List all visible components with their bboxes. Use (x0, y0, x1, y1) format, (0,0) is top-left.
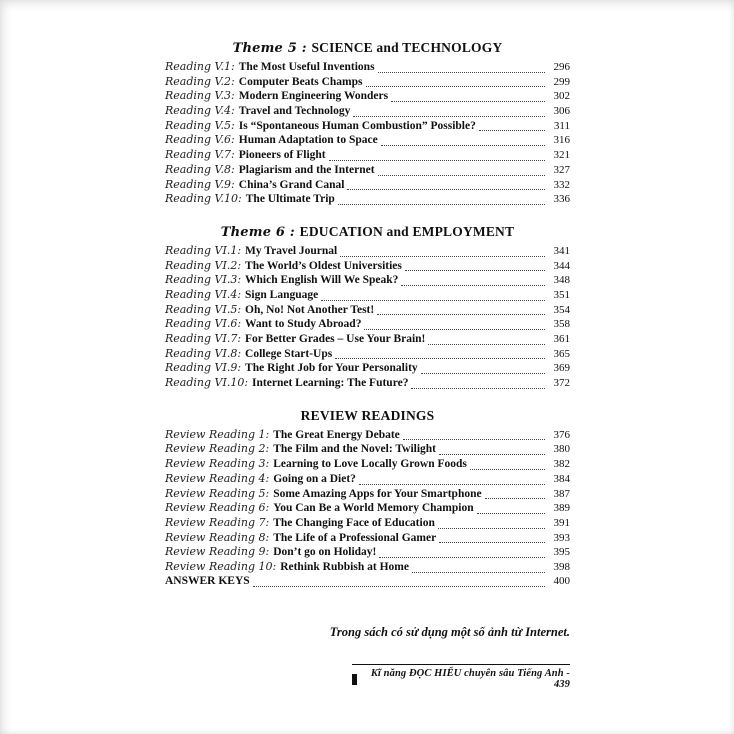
dot-leader (347, 189, 545, 190)
entry-title: Plagiarism and the Internet (238, 163, 375, 176)
entry-label: Reading V.7: (165, 148, 235, 162)
note-text: Trong sách có sử dụng một số ảnh từ Internet. (329, 625, 570, 640)
entry-label: Review Reading 3: (165, 457, 270, 471)
toc-entry (165, 148, 570, 163)
entry-page-number: 327 (553, 163, 570, 176)
entry-title: For Better Grades – Use Your Brain! (245, 333, 426, 345)
toc-entry (165, 163, 570, 178)
toc-entry (165, 575, 570, 590)
entry-page-number: 316 (553, 134, 570, 147)
entry-label: Review Reading 6: (165, 501, 270, 515)
table-of-contents (165, 40, 570, 589)
dot-leader (428, 344, 545, 345)
toc-entry (165, 442, 570, 457)
entry-label: Review Reading 7: (165, 515, 270, 529)
section-heading (165, 40, 570, 56)
section-heading (165, 224, 570, 240)
toc-entry (165, 516, 570, 531)
entry-page-number: 348 (553, 274, 570, 287)
section-heading-title: EDUCATION and EMPLOYMENT (299, 223, 515, 239)
entry-page-number: 351 (553, 288, 570, 301)
entry-page-number: 358 (553, 318, 570, 331)
toc-entry (165, 376, 570, 391)
entry-label: Reading VI.1: (165, 243, 242, 257)
entry-page-number: 341 (553, 244, 570, 257)
entry-title: Internet Learning: The Future? (252, 377, 409, 390)
toc-entry (165, 332, 570, 347)
entry-title: Travel and Technology (238, 105, 351, 118)
dot-leader (485, 498, 545, 499)
entry-title: The Ultimate Trip (245, 193, 335, 206)
dot-leader (340, 256, 545, 257)
dot-leader (421, 373, 545, 374)
dot-leader (477, 513, 545, 514)
dot-leader (439, 542, 545, 543)
entry-label: Review Reading 5: (165, 486, 270, 500)
toc-entry (165, 303, 570, 318)
entry-title: Rethink Rubbish at Home (280, 560, 409, 573)
toc-entry (165, 457, 570, 472)
entry-title: Modern Engineering Wonders (238, 90, 389, 103)
toc-entry (165, 288, 570, 303)
toc-entry (165, 244, 570, 259)
entry-page-number: 296 (553, 61, 570, 73)
entry-page-number: 344 (553, 259, 570, 272)
dot-leader (378, 72, 545, 73)
entry-page-number: 391 (553, 516, 570, 529)
dot-leader (335, 358, 545, 359)
entry-label: Reading VI.8: (165, 346, 242, 360)
dot-leader (470, 469, 545, 470)
entry-page-number: 380 (553, 443, 570, 456)
entry-page-number: 376 (553, 428, 570, 441)
entry-page-number: 365 (553, 347, 570, 360)
entry-label: Reading V.10: (165, 192, 242, 206)
section-heading-script: Theme 6 : (220, 224, 300, 240)
entry-label: Reading VI.4: (165, 287, 242, 301)
dot-leader (338, 204, 545, 205)
entry-page-number: 400 (553, 574, 570, 587)
dot-leader (403, 439, 545, 440)
entry-page-number: 321 (553, 149, 570, 162)
entry-label: Review Reading 10: (165, 559, 277, 573)
dot-leader (412, 572, 545, 573)
toc-entry (165, 545, 570, 560)
entry-label: Reading VI.9: (165, 361, 242, 375)
entry-title: Learning to Love Locally Grown Foods (273, 458, 467, 471)
dot-leader (378, 175, 545, 176)
entry-label: Review Reading 9: (165, 545, 270, 559)
toc-entry (165, 428, 570, 443)
entry-title: The Right Job for Your Personality (245, 362, 418, 375)
dot-leader (438, 528, 545, 529)
dot-leader (391, 101, 545, 102)
entry-label: Reading V.2: (165, 74, 235, 88)
toc-entry (165, 259, 570, 274)
entry-title: The Great Energy Debate (273, 428, 400, 441)
entry-page-number: 336 (553, 193, 570, 206)
entry-label: Reading V.8: (165, 162, 235, 176)
toc-entry (165, 361, 570, 376)
toc-entry (165, 133, 570, 148)
entry-title: The Changing Face of Education (273, 516, 435, 529)
entry-title: The World’s Oldest Universities (245, 259, 402, 272)
entry-title: Want to Study Abroad? (245, 318, 362, 331)
entry-label: Reading V.4: (165, 104, 235, 118)
toc-entry (165, 472, 570, 487)
entry-label: Reading VI.10: (165, 376, 249, 390)
entry-title: Is “Spontaneous Human Combustion” Possible? (238, 119, 476, 132)
dot-leader (411, 388, 545, 389)
toc-entry (165, 192, 570, 207)
entry-label: Reading V.9: (165, 177, 235, 191)
toc-entry (165, 60, 570, 75)
entry-page-number: 306 (553, 105, 570, 118)
toc-entry (165, 317, 570, 332)
section-heading-title: REVIEW READINGS (300, 407, 435, 423)
dot-leader (401, 285, 545, 286)
footer-text: Kĩ năng ĐỌC HIỂU chuyên sâu Tiếng Anh - 439 (370, 668, 570, 691)
toc-entry (165, 501, 570, 516)
entry-title: The Life of a Professional Gamer (273, 531, 437, 544)
entry-page-number: 311 (553, 119, 570, 132)
entry-page-number: 384 (553, 472, 570, 485)
entry-page-number: 389 (553, 502, 570, 515)
entry-label: Reading VI.7: (165, 332, 242, 345)
dot-leader (353, 116, 545, 117)
entry-label: Review Reading 1: (165, 427, 270, 441)
entry-label: Reading VI.5: (165, 302, 242, 316)
entry-page-number: 387 (553, 487, 570, 500)
section-heading-title: SCIENCE and TECHNOLOGY (311, 40, 503, 55)
dot-leader (379, 557, 545, 558)
dot-leader (377, 314, 545, 315)
toc-entry (165, 347, 570, 362)
entry-label: Reading VI.2: (165, 258, 242, 272)
dot-leader (405, 270, 545, 271)
entry-title: China’s Grand Canal (238, 178, 345, 191)
entry-title: College Start-Ups (245, 347, 333, 360)
entry-title: The Most Useful Inventions (238, 61, 375, 73)
entry-title: The Film and the Novel: Twilight (273, 443, 437, 456)
entry-title: Human Adaptation to Space (238, 134, 378, 147)
entry-label: Review Reading 2: (165, 442, 270, 456)
entry-label: Reading V.1: (165, 60, 235, 73)
toc-entry (165, 75, 570, 90)
entry-page-number: 369 (553, 362, 570, 375)
entry-title: ANSWER KEYS (165, 574, 250, 587)
dot-leader (366, 86, 545, 87)
entry-title: Pioneers of Flight (238, 149, 326, 162)
entry-page-number: 354 (553, 303, 570, 316)
toc-entry (165, 178, 570, 193)
entry-title: Which English Will We Speak? (245, 274, 399, 287)
entry-page-number: 382 (553, 458, 570, 471)
entry-title: Oh, No! Not Another Test! (245, 303, 375, 316)
entry-title: My Travel Journal (245, 244, 338, 257)
entry-label: Reading VI.6: (165, 317, 242, 331)
dot-leader (321, 300, 545, 301)
entry-page-number: 302 (553, 90, 570, 103)
dot-leader (364, 329, 545, 330)
toc-entry (165, 119, 570, 134)
dot-leader (381, 145, 545, 146)
toc-entry (165, 273, 570, 288)
entry-page-number: 332 (553, 178, 570, 191)
section-heading (165, 408, 570, 424)
toc-entry (165, 531, 570, 546)
entry-label: Review Reading 4: (165, 471, 270, 485)
entry-title: Some Amazing Apps for Your Smartphone (273, 487, 482, 500)
dot-leader (253, 586, 545, 587)
entry-page-number: 395 (553, 546, 570, 559)
section-heading-script: Theme 5 : (232, 41, 312, 56)
toc-entry (165, 104, 570, 119)
entry-title: Going on a Diet? (273, 472, 356, 485)
entry-title: You Can Be a World Memory Champion (273, 502, 474, 515)
entry-label: Reading V.3: (165, 89, 235, 103)
page-footer (352, 664, 570, 690)
footer-bar-icon (352, 674, 357, 685)
entry-label: Review Reading 8: (165, 530, 270, 544)
dot-leader (479, 130, 545, 131)
entry-title: Don’t go on Holiday! (273, 546, 377, 559)
entry-title: Computer Beats Champs (238, 75, 363, 88)
entry-label: Reading V.5: (165, 118, 235, 132)
entry-label: Reading V.6: (165, 133, 235, 147)
entry-page-number: 398 (553, 560, 570, 573)
dot-leader (359, 484, 545, 485)
entry-page-number: 372 (553, 377, 570, 390)
dot-leader (439, 454, 545, 455)
toc-entry (165, 487, 570, 502)
toc-entry (165, 89, 570, 104)
entry-page-number: 299 (553, 75, 570, 88)
toc-entry (165, 560, 570, 575)
entry-page-number: 393 (553, 531, 570, 544)
entry-label: Reading VI.3: (165, 273, 242, 287)
entry-title: Sign Language (245, 288, 319, 301)
dot-leader (329, 160, 545, 161)
entry-page-number: 361 (553, 333, 570, 345)
